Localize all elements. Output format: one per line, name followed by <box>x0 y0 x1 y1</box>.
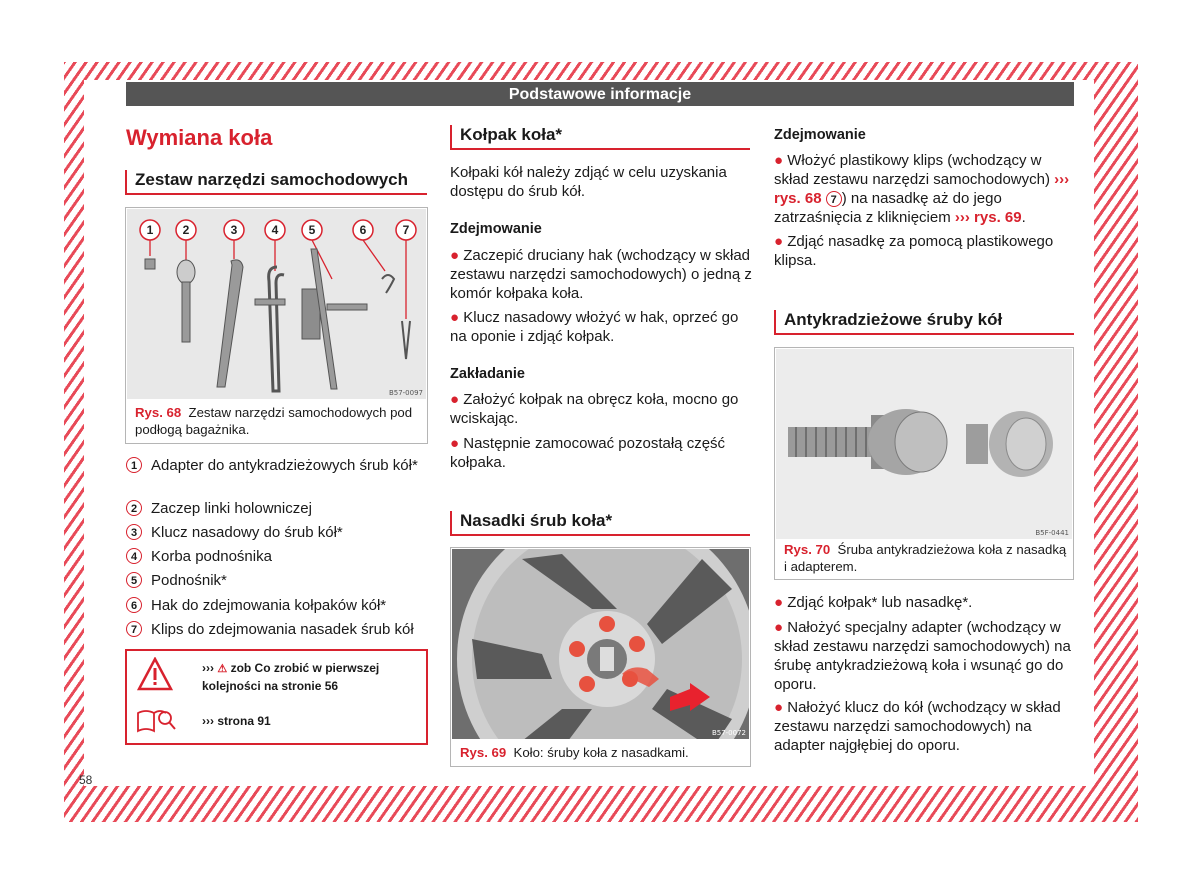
callout-6: 6 <box>359 223 367 237</box>
figure-68-caption <box>135 404 421 438</box>
bullet: ● Nałożyć specjalny adapter (wchodzący w skład zestawu narzędzi samochodowych) na śrubę antykradzieżową koła i wsunąć go do oporu. <box>774 619 1071 693</box>
page-title: Wymiana koła <box>126 125 273 150</box>
toolkit-illustration <box>127 209 426 399</box>
figure-code: B5F-0441 <box>1035 529 1069 537</box>
callout-1: 1 <box>146 223 154 237</box>
section-heading-hubcap: Kołpak koła* <box>450 125 750 150</box>
callout-2: 2 <box>182 223 190 237</box>
wheel-illustration <box>452 549 749 739</box>
bolt-illustration <box>776 349 1072 539</box>
section-heading-toolkit: Zestaw narzędzi samochodowych <box>125 170 427 195</box>
bullet: ● Zdjąć kołpak* lub nasadkę*. <box>774 594 973 611</box>
bullet: ● Klucz nasadowy włożyć w hak, oprzeć go na oponie i zdjąć kołpak. <box>450 309 739 345</box>
section-heading-bolt-caps: Nasadki śrub koła* <box>450 511 750 536</box>
figure-label: Rys. 69 <box>460 745 507 760</box>
bolt-image <box>776 349 1072 539</box>
figure-code: B57-0072 <box>711 729 746 737</box>
section-header-bar: Podstawowe informacje <box>126 82 1074 106</box>
figure-70 <box>774 347 1074 580</box>
figure-link[interactable]: ››› rys. 68 <box>774 171 1070 207</box>
callout-3: 3 <box>230 223 238 237</box>
subheading-removal-2: Zdejmowanie <box>774 127 866 143</box>
warning-triangle-icon <box>137 657 173 691</box>
bullet: ● Założyć kołpak na obręcz koła, mocno go wciskając. <box>450 391 739 427</box>
figure-69-caption <box>460 744 744 761</box>
bullet: ● Włożyć plastikowy klips (wchodzący w skład zestawu narzędzi samochodowych) ››› rys. 68 7 ) na nasadkę aż do jego zatrzaśnięcia z kliknięciem ››› rys. 69. <box>774 152 1070 226</box>
caption-text: Koło: śruby koła z nasadkami. <box>513 745 689 760</box>
figure-label: Rys. 68 <box>135 405 182 420</box>
wheel-image <box>452 549 749 739</box>
callout-5: 5 <box>308 223 316 237</box>
figure-link[interactable]: ››› rys. 69 <box>954 209 1022 226</box>
figure-69 <box>450 547 751 767</box>
warning-box <box>125 649 428 745</box>
warning-text: ››› ⚠ zob Co zrobić w pierwszej kolejności na stronie 56 <box>202 661 380 693</box>
subheading-install: Zakładanie <box>450 366 525 382</box>
toolkit-image <box>127 209 426 399</box>
callout-4: 4 <box>271 223 279 237</box>
caption-text: Śruba antykradzieżowa koła z nasadką i adapterem. <box>784 542 1067 574</box>
bullet: ● Następnie zamocować pozostałą część kołpaka. <box>450 435 726 471</box>
page-reference[interactable]: ››› strona 91 <box>202 714 271 728</box>
book-magnifier-icon <box>135 707 177 735</box>
bullet: ● Nałożyć klucz do kół (wchodzący w skład zestawu narzędzi samochodowych) na adapter najgłębiej do oporu. <box>774 699 1061 754</box>
caption-text: Zestaw narzędzi samochodowych pod podłogą bagażnika. <box>135 405 413 437</box>
bullet: ● Zaczepić druciany hak (wchodzący w skład zestawu narzędzi samochodowych) o jedną z komór kołpaka koła. <box>450 247 752 302</box>
figure-70-caption <box>784 541 1067 575</box>
subheading-removal: Zdejmowanie <box>450 221 542 237</box>
intro-paragraph: Kołpaki kół należy zdjąć w celu uzyskania dostępu do śrub kół. <box>450 164 727 200</box>
figure-label: Rys. 70 <box>784 542 831 557</box>
section-heading-antitheft: Antykradzieżowe śruby kół <box>774 310 1074 335</box>
callout-7: 7 <box>402 223 410 237</box>
bullet: ● Zdjąć nasadkę za pomocą plastikowego klipsa. <box>774 233 1054 269</box>
figure-68 <box>125 207 428 444</box>
page-number: 58 <box>79 773 93 787</box>
figure-code: B57-0097 <box>388 389 423 397</box>
